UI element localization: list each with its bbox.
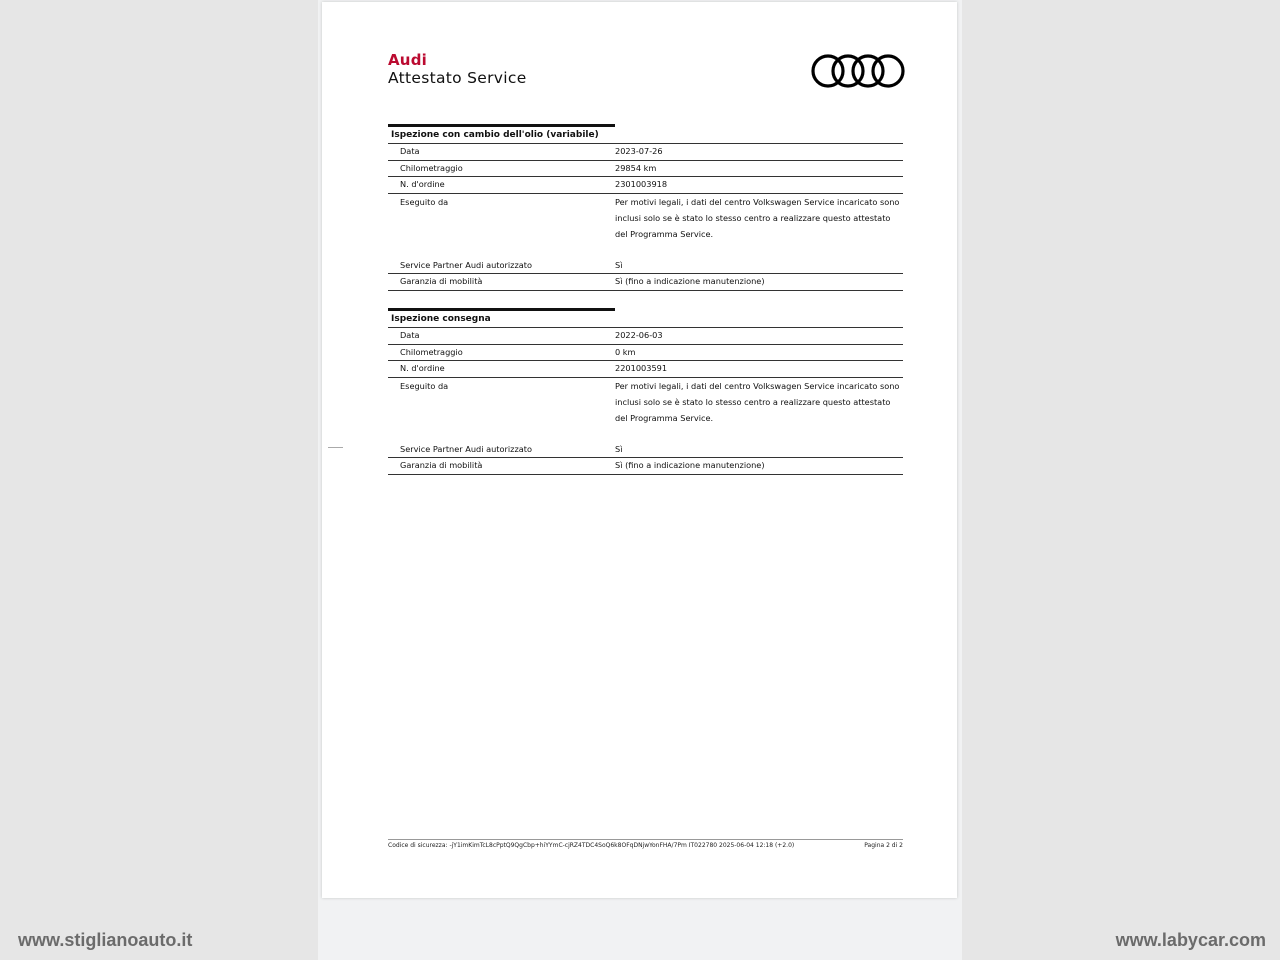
watermark-right: www.labycar.com [1115, 930, 1266, 950]
table-row [388, 177, 903, 194]
brand-name: Audi [388, 51, 427, 69]
row-value: Per motivi legali, i dati del centro Volkswagen Service incaricato sono inclusi solo se è stato lo stesso centro a realizzare questo attestato del Programma Service. [615, 196, 900, 239]
table-row [388, 361, 903, 378]
row-label: Service Partner Audi autorizzato [400, 259, 532, 270]
row-label: Eseguito da [400, 196, 449, 207]
row-label: Eseguito da [400, 380, 449, 391]
footer-divider [388, 839, 903, 840]
document-page [322, 2, 957, 898]
row-label: Chilometraggio [400, 162, 463, 173]
watermark-left: www.stiglianoauto.it [18, 930, 193, 950]
row-value: 2023-07-26 [615, 146, 663, 156]
row-label: Data [400, 146, 420, 156]
row-value: 0 km [615, 346, 636, 357]
table-row [388, 161, 903, 178]
table-row [388, 442, 903, 459]
row-value: 2022-06-03 [615, 330, 663, 340]
table-row [388, 194, 903, 258]
audi-rings-icon [811, 53, 905, 89]
page-footer [388, 842, 903, 849]
section-bar [388, 124, 615, 127]
table-row [388, 144, 903, 161]
row-label: N. d'ordine [400, 363, 445, 373]
table-row [388, 274, 903, 291]
row-label: N. d'ordine [400, 179, 445, 189]
row-label: Garanzia di mobilità [400, 460, 483, 470]
row-label: Chilometraggio [400, 346, 463, 357]
row-value: 29854 km [615, 162, 657, 173]
page-number: Pagina 2 di 2 [864, 842, 903, 849]
inspection-oil-change-section [388, 124, 903, 291]
row-value: Sì [615, 443, 623, 454]
section-title: Ispezione con cambio dell'olio (variabile) [388, 128, 903, 144]
row-value: Sì (fino a indicazione manutenzione) [615, 276, 765, 286]
table-row [388, 328, 903, 345]
row-value: Sì [615, 259, 623, 270]
row-label: Garanzia di mobilità [400, 276, 483, 286]
row-value: Sì (fino a indicazione manutenzione) [615, 460, 765, 470]
section-bar [388, 308, 615, 311]
row-value: 2301003918 [615, 179, 668, 189]
table-row [388, 458, 903, 475]
row-value: 2201003591 [615, 363, 668, 373]
document-title: Attestato Service [388, 69, 527, 87]
section-title: Ispezione consegna [388, 312, 903, 328]
delivery-inspection-section [388, 308, 903, 475]
security-code: Codice di sicurezza: -jY1imKimTcL8cPptQ9QgCbp+hiYYmC-cjRZ4TDC4SoQ6k8OFqDNjwYonFHA/7Pm IT022780 2025-06-04 12:18 (+2.0) [388, 842, 795, 849]
table-row [388, 258, 903, 275]
table-row [388, 345, 903, 362]
row-label: Data [400, 330, 420, 340]
margin-mark [328, 447, 343, 448]
table-row [388, 378, 903, 442]
row-label: Service Partner Audi autorizzato [400, 443, 532, 454]
row-value: Per motivi legali, i dati del centro Volkswagen Service incaricato sono inclusi solo se è stato lo stesso centro a realizzare questo attestato del Programma Service. [615, 380, 900, 423]
